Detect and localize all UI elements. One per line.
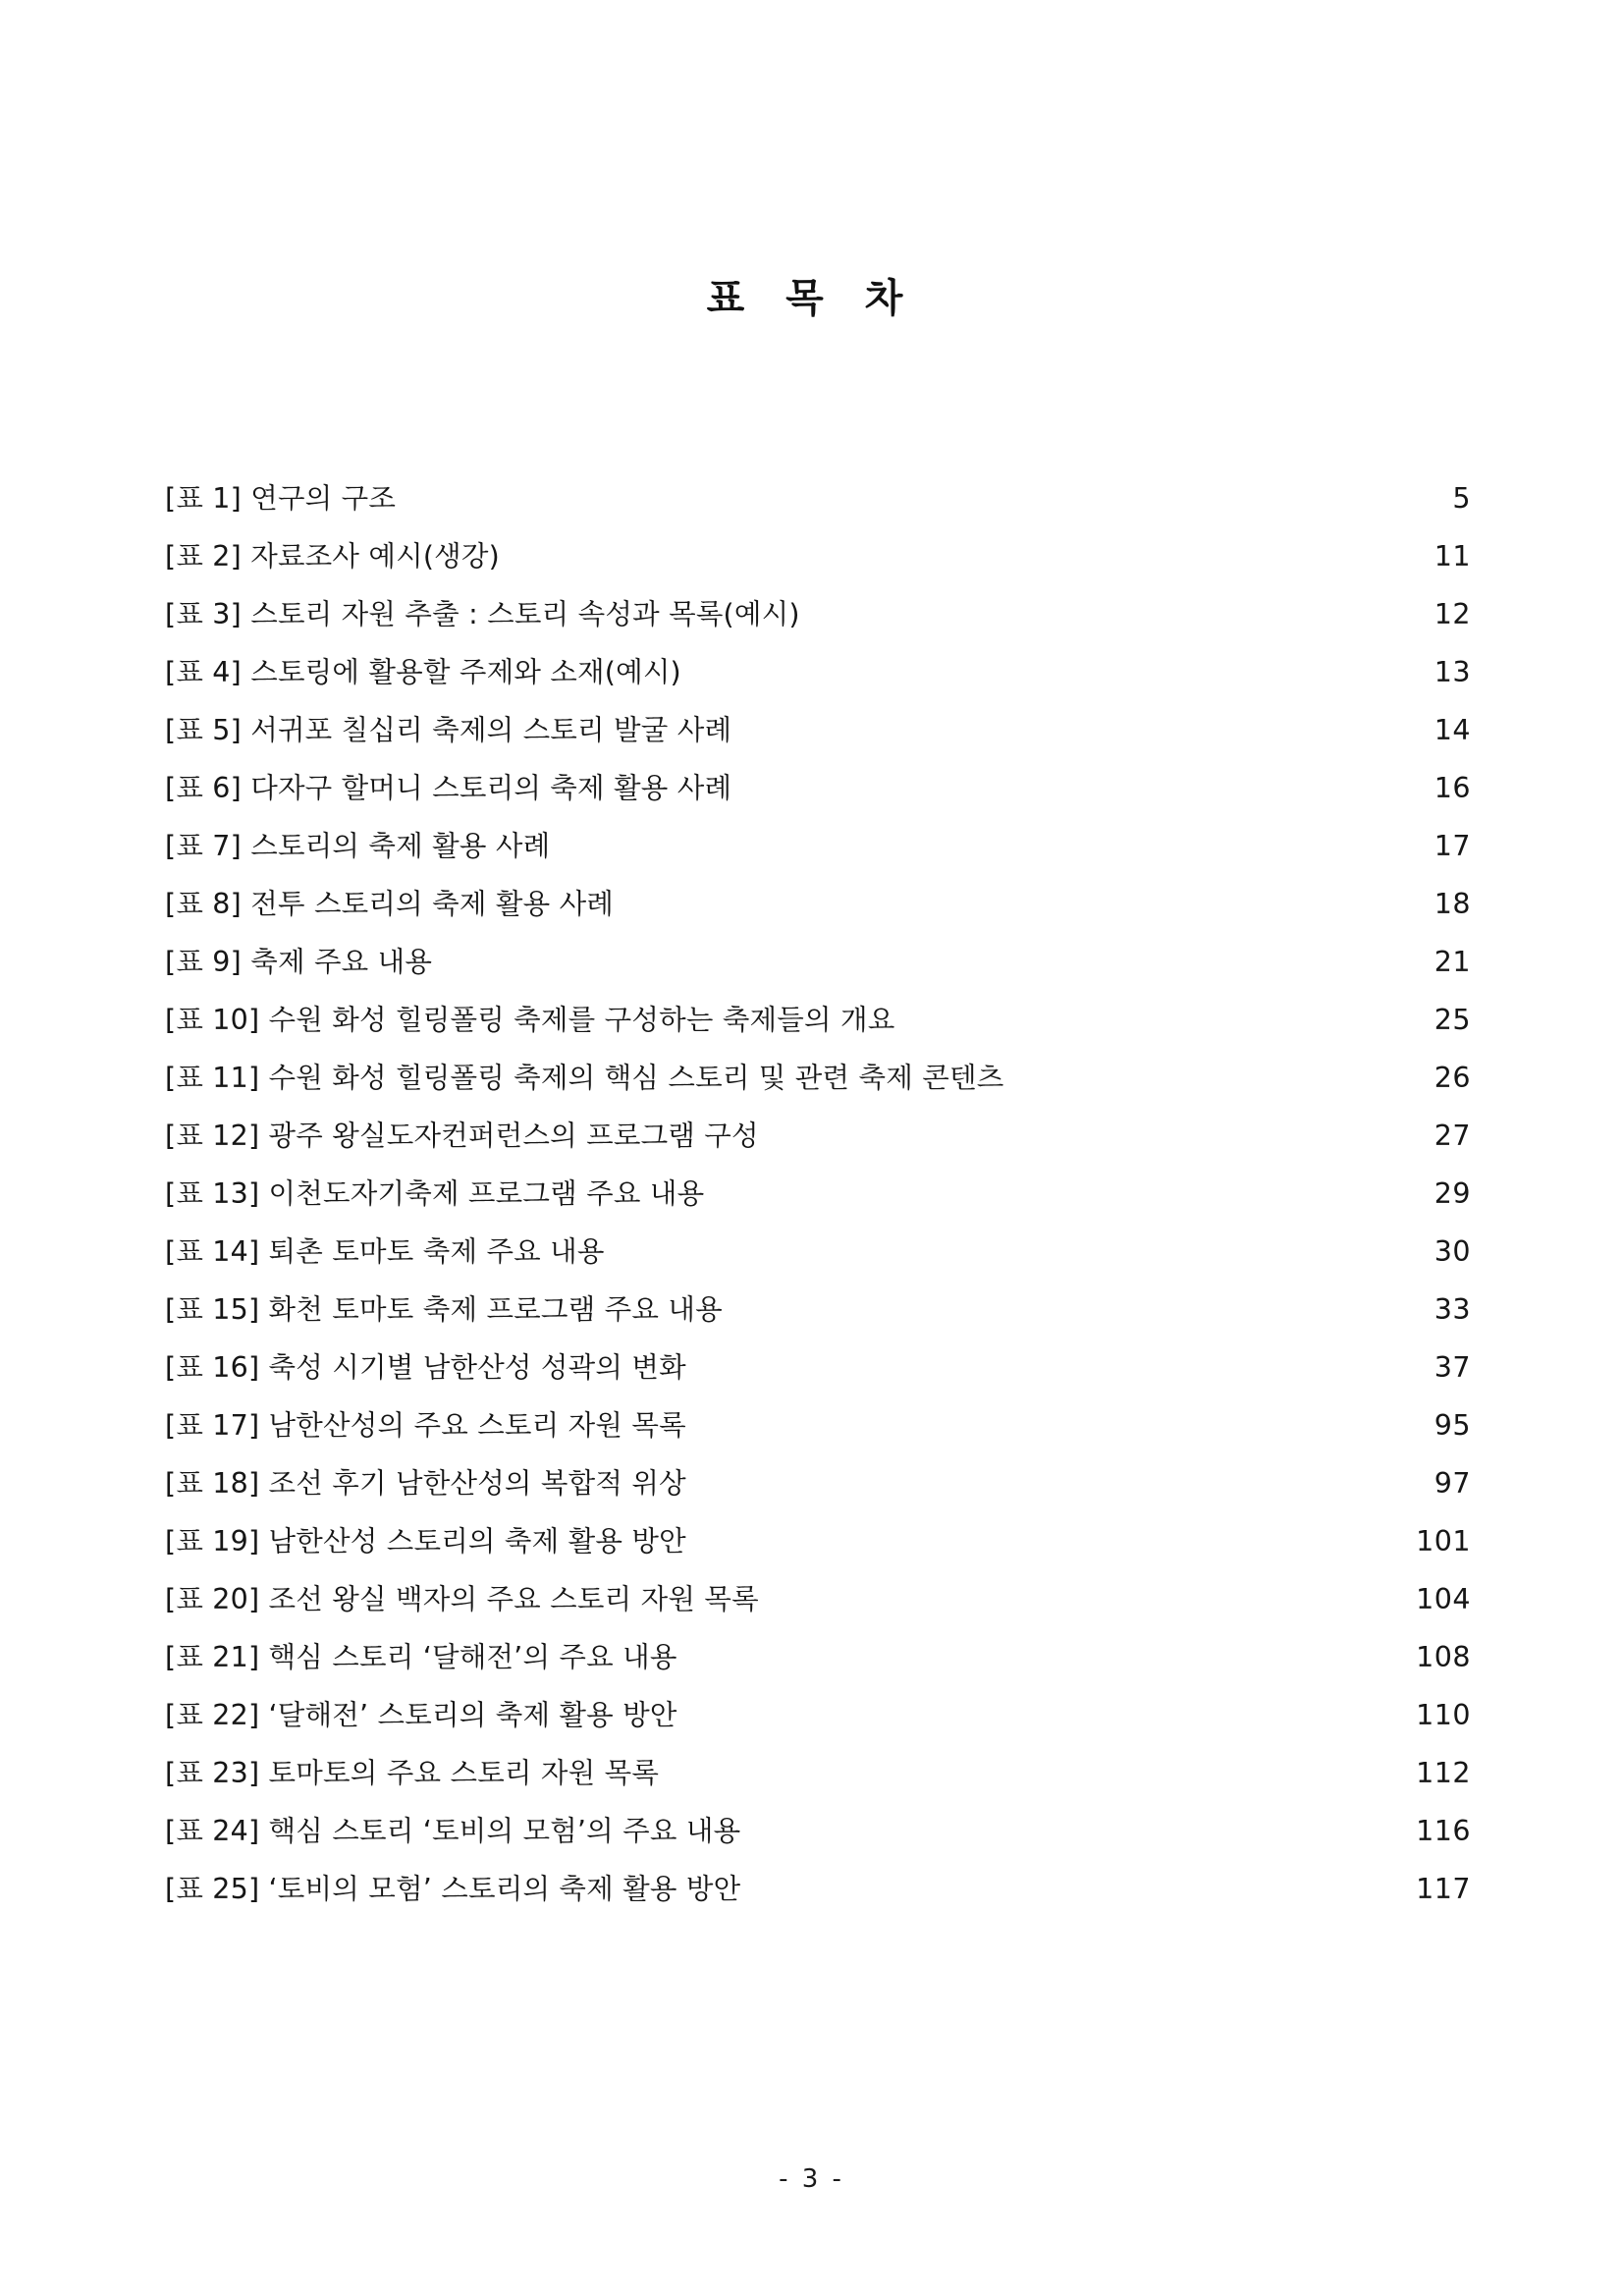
toc-entry-label: [표 7] 스토리의 축제 활용 사례 (165, 830, 551, 862)
list-item[interactable] (165, 1339, 1471, 1396)
list-item[interactable] (165, 1281, 1471, 1339)
list-item[interactable] (165, 1860, 1471, 1918)
toc-entry-label: [표 19] 남한산성 스토리의 축제 활용 방안 (165, 1525, 686, 1558)
dot-leader (695, 654, 1412, 683)
dot-leader (700, 1465, 1412, 1494)
list-item[interactable] (165, 1223, 1471, 1281)
dot-leader (814, 596, 1412, 625)
dot-leader (718, 1175, 1412, 1204)
dot-leader (446, 944, 1412, 972)
list-item[interactable] (165, 1744, 1471, 1802)
dot-leader (1017, 1060, 1412, 1088)
toc-entry-label: [표 22] ‘달해전’ 스토리의 축제 활용 방안 (165, 1699, 677, 1731)
toc-entry-page: 16 (1434, 772, 1471, 804)
dot-leader (700, 1407, 1412, 1436)
toc-entry-page: 14 (1434, 714, 1471, 746)
toc-entry-label: [표 1] 연구의 구조 (165, 482, 397, 515)
dot-leader (773, 1118, 1412, 1146)
list-item[interactable] (165, 1628, 1471, 1686)
toc-entry-page: 21 (1434, 946, 1471, 978)
toc-entry-page: 104 (1416, 1583, 1471, 1615)
toc-entry-page: 27 (1434, 1120, 1471, 1152)
toc-entry-page: 97 (1434, 1467, 1471, 1500)
list-item[interactable] (165, 875, 1471, 933)
list-item[interactable] (165, 1165, 1471, 1223)
dot-leader (773, 1581, 1402, 1610)
toc-entry-label: [표 11] 수원 화성 힐링폴링 축제의 핵심 스토리 및 관련 축제 콘텐츠 (165, 1062, 1004, 1094)
toc-entry-page: 37 (1434, 1351, 1471, 1384)
toc-entry-page: 26 (1434, 1062, 1471, 1094)
toc-entry-page: 13 (1434, 656, 1471, 688)
dot-leader (700, 1523, 1402, 1552)
page-title: 표 목 차 (706, 276, 917, 321)
toc-entry-label: [표 25] ‘토비의 모험’ 스토리의 축제 활용 방안 (165, 1873, 741, 1905)
list-item[interactable] (165, 643, 1471, 701)
list-item[interactable] (165, 1570, 1471, 1628)
toc-entry-page: 117 (1416, 1873, 1471, 1905)
toc-entry-page: 110 (1416, 1699, 1471, 1731)
list-item[interactable] (165, 1512, 1471, 1570)
toc-entry-label: [표 17] 남한산성의 주요 스토리 자원 목록 (165, 1409, 686, 1442)
toc-entry-page: 95 (1434, 1409, 1471, 1442)
dot-leader (745, 770, 1412, 798)
dot-leader (627, 886, 1412, 914)
list-item[interactable] (165, 1396, 1471, 1454)
list-item[interactable] (165, 527, 1471, 585)
dot-leader (619, 1233, 1412, 1262)
dot-leader (564, 828, 1412, 856)
toc-entry-label: [표 15] 화천 토마토 축제 프로그램 주요 내용 (165, 1293, 723, 1326)
dot-leader (736, 1291, 1412, 1320)
list-item[interactable] (165, 1107, 1471, 1165)
dot-leader (700, 1349, 1412, 1378)
toc-entry-label: [표 23] 토마토의 주요 스토리 자원 목록 (165, 1757, 660, 1789)
toc-entry-page: 101 (1416, 1525, 1471, 1558)
toc-entry-page: 25 (1434, 1004, 1471, 1036)
toc-entry-page: 112 (1416, 1757, 1471, 1789)
toc-entry-page: 116 (1416, 1815, 1471, 1847)
toc-entry-page: 33 (1434, 1293, 1471, 1326)
toc-entry-page: 17 (1434, 830, 1471, 862)
toc-entry-label: [표 3] 스토리 자원 추출 : 스토리 속성과 목록(예시) (165, 598, 800, 630)
toc-entry-label: [표 10] 수원 화성 힐링폴링 축제를 구성하는 축제들의 개요 (165, 1004, 895, 1036)
list-item[interactable] (165, 991, 1471, 1049)
toc-entry-label: [표 8] 전투 스토리의 축제 활용 사례 (165, 888, 615, 920)
list-item[interactable] (165, 701, 1471, 759)
toc-entry-label: [표 4] 스토링에 활용할 주제와 소재(예시) (165, 656, 681, 688)
table-of-contents (165, 469, 1471, 1918)
toc-entry-label: [표 5] 서귀포 칠십리 축제의 스토리 발굴 사례 (165, 714, 732, 746)
toc-entry-label: [표 18] 조선 후기 남한산성의 복합적 위상 (165, 1467, 686, 1500)
toc-entry-label: [표 16] 축성 시기별 남한산성 성곽의 변화 (165, 1351, 686, 1384)
dot-leader (745, 712, 1412, 740)
toc-entry-page: 18 (1434, 888, 1471, 920)
toc-entry-label: [표 13] 이천도자기축제 프로그램 주요 내용 (165, 1177, 705, 1210)
toc-entry-label: [표 9] 축제 주요 내용 (165, 946, 433, 978)
toc-entry-label: [표 12] 광주 왕실도자컨퍼런스의 프로그램 구성 (165, 1120, 759, 1152)
dot-leader (754, 1871, 1402, 1899)
list-item[interactable] (165, 817, 1471, 875)
list-item[interactable] (165, 759, 1471, 817)
toc-entry-label: [표 6] 다자구 할머니 스토리의 축제 활용 사례 (165, 772, 732, 804)
list-item[interactable] (165, 1686, 1471, 1744)
list-item[interactable] (165, 933, 1471, 991)
dot-leader (673, 1755, 1402, 1783)
toc-entry-label: [표 20] 조선 왕실 백자의 주요 스토리 자원 목록 (165, 1583, 759, 1615)
dot-leader (409, 480, 1412, 509)
toc-entry-page: 29 (1434, 1177, 1471, 1210)
toc-entry-page: 5 (1452, 482, 1471, 515)
dot-leader (514, 538, 1412, 567)
toc-entry-label: [표 24] 핵심 스토리 ‘토비의 모험’의 주요 내용 (165, 1815, 741, 1847)
toc-entry-label: [표 21] 핵심 스토리 ‘달해전’의 주요 내용 (165, 1641, 677, 1673)
list-item[interactable] (165, 585, 1471, 643)
dot-leader (691, 1697, 1402, 1725)
list-item[interactable] (165, 1049, 1471, 1107)
list-item[interactable] (165, 1802, 1471, 1860)
list-item[interactable] (165, 1454, 1471, 1512)
toc-entry-page: 12 (1434, 598, 1471, 630)
toc-entry-label: [표 14] 퇴촌 토마토 축제 주요 내용 (165, 1235, 605, 1268)
toc-entry-page: 108 (1416, 1641, 1471, 1673)
page-number-footer: - 3 - (779, 2164, 844, 2194)
toc-entry-page: 11 (1434, 540, 1471, 573)
dot-leader (754, 1813, 1402, 1841)
list-item[interactable] (165, 469, 1471, 527)
toc-entry-label: [표 2] 자료조사 예시(생강) (165, 540, 500, 573)
dot-leader (691, 1639, 1402, 1667)
toc-entry-page: 30 (1434, 1235, 1471, 1268)
dot-leader (908, 1002, 1412, 1030)
